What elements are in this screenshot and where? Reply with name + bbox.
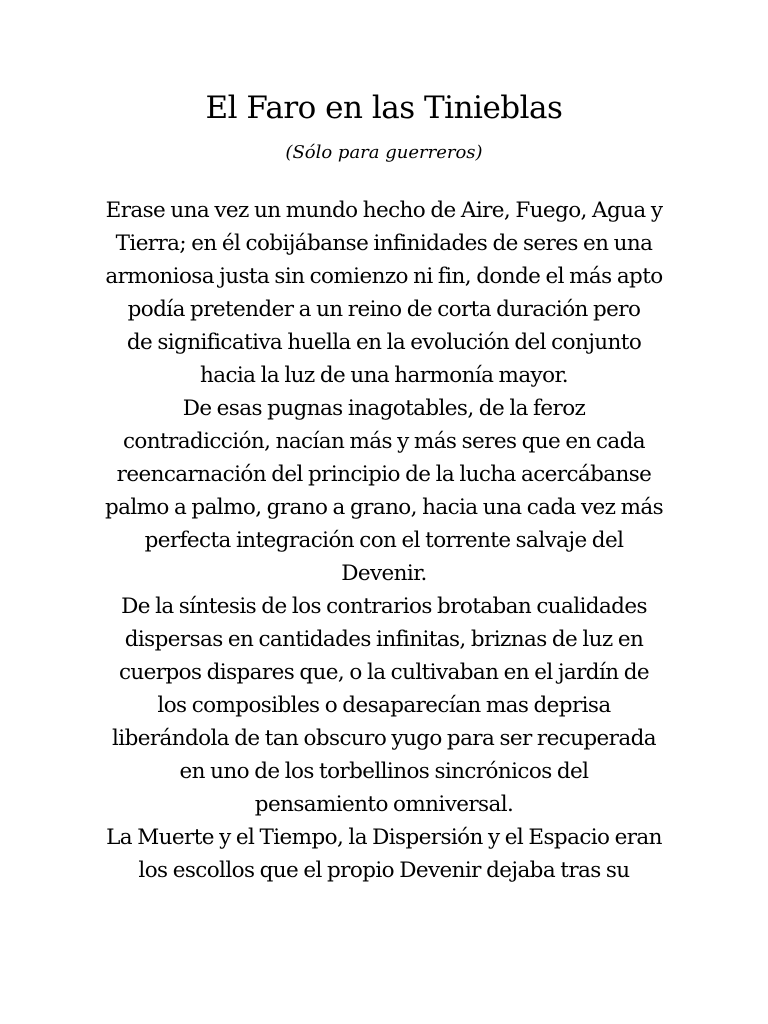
text-line: palmo a palmo, grano a grano, hacia una cada vez más (104, 495, 664, 520)
text-line: armoniosa justa sin comienzo ni fin, donde el más apto (105, 264, 663, 289)
text-line: De la síntesis de los contrarios brotaban cualidades (121, 594, 647, 619)
text-line: Tierra; en él cobijábanse infinidades de seres en una (115, 231, 653, 256)
text-line: reencarnación del principio de la lucha acercábanse (116, 462, 652, 487)
text-line: Erase una vez un mundo hecho de Aire, Fuego, Agua y (105, 198, 663, 223)
text-line: dispersas en cantidades infinitas, briznas de luz en (124, 627, 644, 652)
text-line: De esas pugnas inagotables, de la feroz (182, 396, 586, 421)
text-line: hacia la luz de una harmonía mayor. (199, 363, 568, 388)
text-line: en uno de los torbellinos sincrónicos del (179, 759, 589, 784)
text-line: los composibles o desaparecían mas deprisa (157, 693, 611, 718)
page-title: El Faro en las Tinieblas (205, 90, 563, 126)
text-line: los escollos que el propio Devenir dejaba tras su (138, 858, 630, 883)
body-text (92, 194, 676, 887)
text-line: de significativa huella en la evolución del conjunto (126, 330, 642, 355)
text-line: perfecta integración con el torrente salvaje del (144, 528, 624, 553)
text-line: liberándola de tan obscuro yugo para ser recuperada (112, 726, 656, 751)
page-subtitle: (Sólo para guerreros) (285, 142, 483, 163)
text-line: Devenir. (341, 561, 427, 586)
text-line: La Muerte y el Tiempo, la Dispersión y el Espacio eran (106, 825, 662, 850)
text-line: cuerpos dispares que, o la cultivaban en el jardín de (118, 660, 649, 685)
text-line: contradicción, nacían más y más seres que en cada (122, 429, 646, 454)
text-line: podía pretender a un reino de corta duración pero (127, 297, 641, 322)
text-line: pensamiento omniversal. (254, 792, 514, 817)
